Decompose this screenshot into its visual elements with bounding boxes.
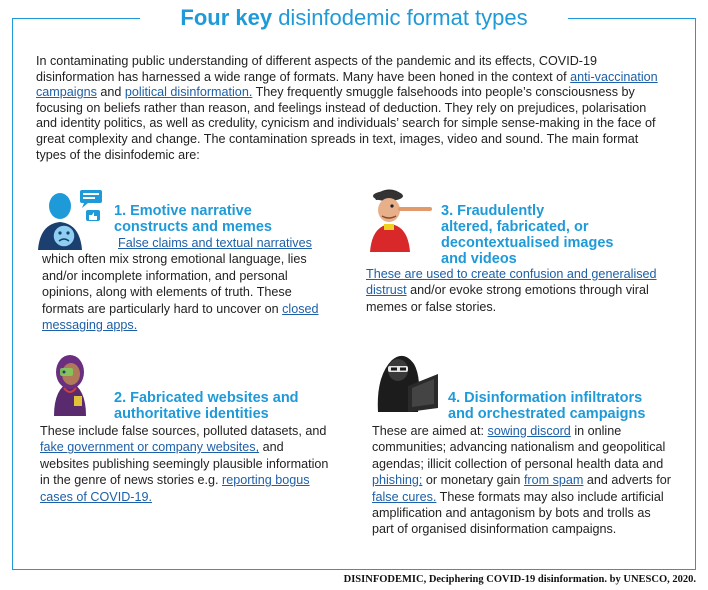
card-4-text-b: in online communities; advancing nationalism and geopolitical agendas; illicit collection of personal health data and: [372, 424, 666, 471]
card-1-text: which often mix strong emotional language, lies and/or incomplete information, and personal opinions, along with elements of truth. These formats are particularly hard to uncover on: [42, 252, 307, 316]
card-3-body: [366, 266, 666, 315]
card-3-title-line-3: decontextualised images: [441, 235, 614, 251]
card-4-body: [372, 423, 672, 538]
card-4-text-e: These formats may also include artificial amplification and antagonism by bots and trolls as part of organised disinformation campaigns.: [372, 489, 664, 537]
card-2-title-line-2: authoritative identities: [114, 406, 269, 422]
intro-paragraph: [36, 54, 668, 163]
card-1-title-line-2: constructs and memes: [114, 219, 272, 235]
card-1-body: [42, 235, 334, 333]
card-4-text-c: or monetary gain: [422, 473, 524, 488]
card-1-title: [114, 203, 334, 235]
card-4-text-d: and adverts for: [583, 473, 671, 488]
card-3-title: [441, 203, 671, 267]
page-title: [140, 4, 568, 32]
intro-text-2: and: [96, 85, 125, 100]
anti-vaccination-link[interactable]: anti-vaccination campaigns: [36, 69, 658, 100]
bogus-covid-cases-link[interactable]: reporting bogus cases of COVID-19.: [40, 473, 310, 504]
confusion-distrust-link[interactable]: These are used to create confusion and generalised distrust: [366, 267, 657, 298]
woman-hijab-icon: [46, 352, 108, 418]
card-2-body: [40, 423, 332, 505]
card-2-title-line-1: 2. Fabricated websites and: [114, 390, 299, 406]
closed-messaging-apps-link[interactable]: closed messaging apps.: [42, 301, 319, 333]
title-bold: Four key: [180, 5, 273, 30]
from-spam-link[interactable]: from spam: [523, 473, 584, 488]
political-disinformation-link[interactable]: political disinformation.: [124, 85, 253, 100]
card-4-title: [448, 390, 688, 422]
pinocchio-icon: [366, 184, 436, 254]
card-2-text-a: These include false sources, polluted datasets, and: [40, 424, 327, 438]
false-claims-link[interactable]: False claims and textual narratives: [118, 236, 312, 250]
hacker-icon: [372, 346, 442, 414]
card-1-title-line-1: 1. Emotive narrative: [114, 203, 252, 219]
card-4-title-line-1: 4. Disinformation infiltrators: [448, 390, 643, 406]
fake-government-link[interactable]: fake government or company websites,: [40, 440, 260, 455]
false-cures-link[interactable]: false cures.: [372, 489, 437, 504]
card-3-title-line-2: altered, fabricated, or: [441, 219, 589, 235]
title-rest: disinfodemic format types: [272, 5, 528, 30]
card-2-text-b: and websites publishing seemingly plausible information in the genre of news stories e.g.: [40, 440, 329, 488]
card-4-text-a: These are aimed at:: [372, 424, 488, 438]
card-4-title-line-2: and orchestrated campaigns: [448, 406, 646, 422]
phishing-link[interactable]: phishing;: [372, 473, 423, 488]
card-3-title-line-4: and videos: [441, 251, 517, 267]
card-2-title: [114, 390, 344, 422]
intro-text-1: In contaminating public understanding of different aspects of the pandemic and its effects, COVID-19 disinformation has harnessed a wide range of formats. Many have been honed in the context of: [36, 54, 597, 84]
source-footer: DISINFODEMIC, Deciphering COVID-19 disinformation. by UNESCO, 2020.: [343, 574, 696, 585]
card-3-title-line-1: 3. Fraudulently: [441, 203, 545, 219]
sowing-discord-link[interactable]: sowing discord: [487, 424, 571, 438]
card-3-text: and/or evoke strong emotions through viral memes or false stories.: [366, 283, 649, 314]
intro-text-3: They frequently smuggle falsehoods into people’s consciousness by focusing on beliefs rather than reason, and feelings instead of deduction. They rely on prejudices, polarisation and identity politics, as well as credulity, cynicism and individuals’ search for simple sense-making in the face of great complexity and change. The contamination spreads in text, images, video and sound. The main format types of the disinfodemic are:: [36, 85, 656, 162]
